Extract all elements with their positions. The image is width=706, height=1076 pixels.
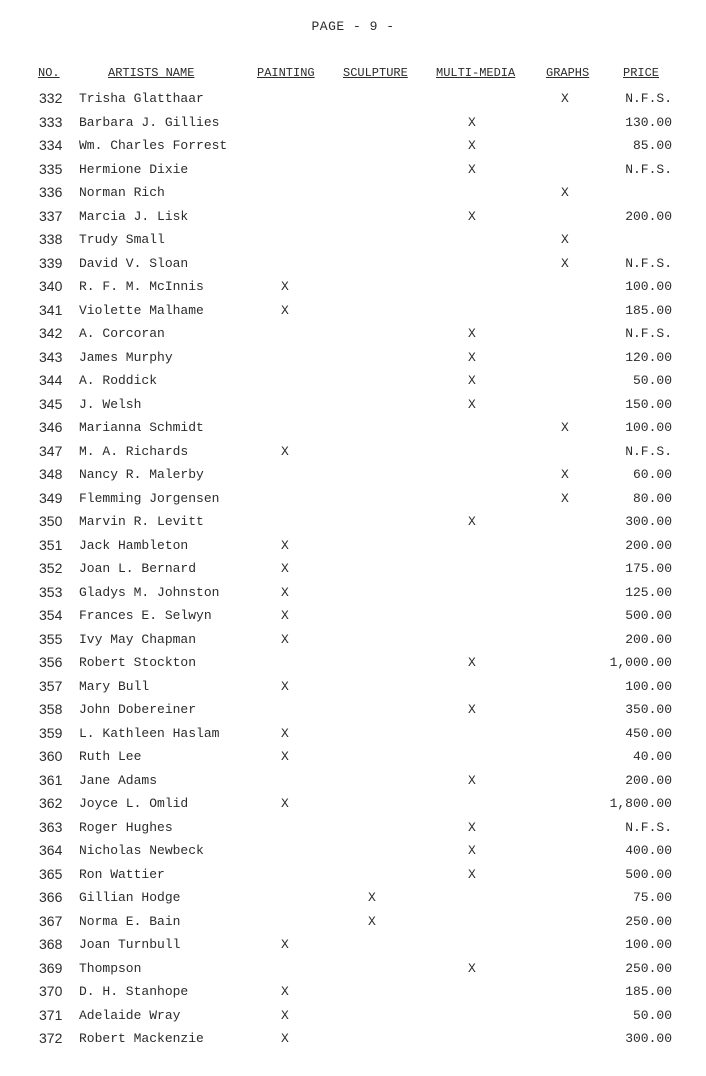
cell-no: 348 xyxy=(39,466,63,482)
cell-price: 80.00 xyxy=(632,490,672,506)
cell-artist-name: Thompson xyxy=(79,960,142,976)
cell-no: 332 xyxy=(39,90,63,106)
cell-price: 100.00 xyxy=(625,279,672,294)
cell-artist-name: A. Corcoran xyxy=(79,326,165,341)
cell-no: 369 xyxy=(39,959,63,976)
table-row xyxy=(0,441,706,465)
table-row xyxy=(0,1005,706,1029)
table-row xyxy=(0,605,706,629)
table-row xyxy=(0,958,706,982)
cell-no: 365 xyxy=(39,865,63,882)
cell-artist-name: M. A. Richards xyxy=(79,443,189,459)
header-no: NO. xyxy=(38,66,60,80)
table-row xyxy=(0,135,706,159)
table-row xyxy=(0,276,706,300)
cell-artist-name: Frances E. Selwyn xyxy=(79,608,212,623)
cell-price: 250.00 xyxy=(625,913,672,929)
cell-price: 1,800.00 xyxy=(609,796,672,811)
cell-multi-media: X xyxy=(468,866,476,882)
table-row xyxy=(0,347,706,371)
cell-no: 334 xyxy=(39,137,63,153)
cell-artist-name: Barbara J. Gillies xyxy=(79,114,220,130)
cell-no: 358 xyxy=(39,701,63,717)
cell-painting: X xyxy=(281,1031,289,1046)
cell-artist-name: Trudy Small xyxy=(79,232,165,247)
cell-no: 335 xyxy=(39,160,63,177)
cell-price: 85.00 xyxy=(632,138,672,153)
cell-price: 1,000.00 xyxy=(609,655,672,670)
cell-artist-name: Marvin R. Levitt xyxy=(79,514,204,529)
cell-painting: X xyxy=(281,302,289,318)
cell-no: 359 xyxy=(39,724,63,741)
cell-artist-name: R. F. M. McInnis xyxy=(79,279,204,294)
cell-price: 40.00 xyxy=(632,749,672,764)
table-row xyxy=(0,676,706,700)
cell-price: 50.00 xyxy=(632,373,672,388)
cell-multi-media: X xyxy=(468,843,476,858)
cell-price: 400.00 xyxy=(625,843,672,858)
cell-painting: X xyxy=(281,584,289,600)
cell-artist-name: Hermione Dixie xyxy=(79,161,189,177)
cell-price: 100.00 xyxy=(625,937,672,952)
cell-artist-name: A. Roddick xyxy=(79,373,158,388)
page-title: PAGE - 9 - xyxy=(311,19,395,34)
cell-price: N.F.S. xyxy=(625,161,672,177)
table-row xyxy=(0,582,706,606)
cell-artist-name: Mary Bull xyxy=(79,678,150,694)
cell-no: 352 xyxy=(39,560,63,576)
cell-price: 150.00 xyxy=(625,396,672,412)
cell-artist-name: James Murphy xyxy=(79,349,173,365)
cell-painting: X xyxy=(281,796,289,811)
cell-multi-media: X xyxy=(468,161,476,177)
cell-artist-name: Roger Hughes xyxy=(79,819,173,835)
cell-price: N.F.S. xyxy=(625,443,672,459)
cell-no: 354 xyxy=(39,607,63,623)
cell-no: 350 xyxy=(39,513,63,529)
table-row xyxy=(0,840,706,864)
cell-no: 367 xyxy=(39,912,63,929)
cell-no: 333 xyxy=(39,113,63,130)
cell-price: 500.00 xyxy=(625,608,672,623)
table-row xyxy=(0,770,706,794)
cell-painting: X xyxy=(281,631,289,647)
cell-price: 200.00 xyxy=(625,537,672,553)
cell-graphs: X xyxy=(561,232,569,247)
cell-artist-name: Violette Malhame xyxy=(79,302,204,318)
table-row xyxy=(0,817,706,841)
cell-price: 185.00 xyxy=(625,984,672,999)
table-row xyxy=(0,370,706,394)
header-sculpture: SCULPTURE xyxy=(343,66,408,80)
cell-price: 120.00 xyxy=(625,349,672,365)
cell-multi-media: X xyxy=(468,655,476,670)
cell-price: 200.00 xyxy=(625,772,672,788)
cell-painting: X xyxy=(281,561,289,576)
cell-artist-name: Robert Stockton xyxy=(79,655,197,670)
cell-painting: X xyxy=(281,678,289,694)
cell-no: 360 xyxy=(39,748,63,764)
cell-price: 300.00 xyxy=(625,1031,672,1046)
cell-multi-media: X xyxy=(468,819,476,835)
cell-graphs: X xyxy=(561,467,569,482)
cell-artist-name: Trisha Glatthaar xyxy=(79,91,204,106)
cell-price: 450.00 xyxy=(625,725,672,741)
cell-price: 200.00 xyxy=(625,208,672,224)
cell-multi-media: X xyxy=(468,326,476,341)
cell-artist-name: Joan Turnbull xyxy=(79,937,181,952)
cell-artist-name: Adelaide Wray xyxy=(79,1007,181,1023)
cell-price: 500.00 xyxy=(625,866,672,882)
cell-no: 339 xyxy=(39,254,63,271)
cell-artist-name: Jane Adams xyxy=(79,772,158,788)
cell-no: 336 xyxy=(39,184,63,200)
table-row xyxy=(0,417,706,441)
cell-price: 350.00 xyxy=(625,702,672,717)
table-row xyxy=(0,911,706,935)
table-row xyxy=(0,182,706,206)
cell-multi-media: X xyxy=(468,138,476,153)
cell-painting: X xyxy=(281,1007,289,1023)
cell-artist-name: Robert Mackenzie xyxy=(79,1031,204,1046)
table-row xyxy=(0,652,706,676)
cell-multi-media: X xyxy=(468,396,476,412)
cell-no: 341 xyxy=(39,301,63,318)
cell-graphs: X xyxy=(561,490,569,506)
cell-no: 364 xyxy=(39,842,63,858)
table-header xyxy=(0,66,706,84)
table-row xyxy=(0,300,706,324)
cell-artist-name: Ron Wattier xyxy=(79,866,165,882)
cell-price: N.F.S. xyxy=(625,819,672,835)
cell-multi-media: X xyxy=(468,349,476,365)
cell-painting: X xyxy=(281,443,289,459)
cell-multi-media: X xyxy=(468,114,476,130)
table-row xyxy=(0,699,706,723)
cell-painting: X xyxy=(281,537,289,553)
cell-no: 351 xyxy=(39,536,63,553)
cell-price: 130.00 xyxy=(625,114,672,130)
cell-price: N.F.S. xyxy=(625,91,672,106)
table-row xyxy=(0,488,706,512)
cell-price: 200.00 xyxy=(625,631,672,647)
cell-multi-media: X xyxy=(468,960,476,976)
cell-no: 345 xyxy=(39,395,63,412)
cell-no: 346 xyxy=(39,419,63,435)
cell-price: 75.00 xyxy=(632,890,672,905)
table-row xyxy=(0,723,706,747)
cell-price: 300.00 xyxy=(625,514,672,529)
cell-artist-name: John Dobereiner xyxy=(79,702,197,717)
cell-no: 370 xyxy=(39,983,63,999)
cell-price: N.F.S. xyxy=(625,326,672,341)
table-row xyxy=(0,629,706,653)
cell-artist-name: David V. Sloan xyxy=(79,255,189,271)
cell-multi-media: X xyxy=(468,373,476,388)
cell-graphs: X xyxy=(561,185,569,200)
cell-graphs: X xyxy=(561,91,569,106)
table-row xyxy=(0,558,706,582)
cell-artist-name: Gillian Hodge xyxy=(79,890,181,905)
cell-no: 371 xyxy=(39,1006,63,1023)
cell-painting: X xyxy=(281,937,289,952)
cell-price: 100.00 xyxy=(625,420,672,435)
artist-table xyxy=(0,88,706,1052)
cell-artist-name: Ivy May Chapman xyxy=(79,631,197,647)
cell-no: 363 xyxy=(39,818,63,835)
cell-no: 337 xyxy=(39,207,63,224)
cell-no: 372 xyxy=(39,1030,63,1046)
table-row xyxy=(0,746,706,770)
cell-price: 100.00 xyxy=(625,678,672,694)
cell-painting: X xyxy=(281,984,289,999)
cell-no: 362 xyxy=(39,795,63,811)
cell-price: 50.00 xyxy=(632,1007,672,1023)
table-row xyxy=(0,112,706,136)
table-row xyxy=(0,159,706,183)
table-row xyxy=(0,864,706,888)
cell-no: 366 xyxy=(39,889,63,905)
cell-price: 125.00 xyxy=(625,584,672,600)
cell-sculpture: X xyxy=(368,913,376,929)
table-row xyxy=(0,934,706,958)
header-price: PRICE xyxy=(623,66,660,80)
cell-sculpture: X xyxy=(368,890,376,905)
cell-artist-name: Marianna Schmidt xyxy=(79,420,204,435)
table-row xyxy=(0,253,706,277)
header-artist-name: ARTISTS NAME xyxy=(108,66,195,80)
cell-multi-media: X xyxy=(468,772,476,788)
cell-graphs: X xyxy=(561,420,569,435)
cell-no: 355 xyxy=(39,630,63,647)
cell-painting: X xyxy=(281,279,289,294)
cell-multi-media: X xyxy=(468,208,476,224)
table-row xyxy=(0,88,706,112)
table-row xyxy=(0,323,706,347)
cell-no: 340 xyxy=(39,278,63,294)
cell-no: 349 xyxy=(39,489,63,506)
cell-no: 361 xyxy=(39,771,63,788)
cell-artist-name: Marcia J. Lisk xyxy=(79,208,189,224)
cell-painting: X xyxy=(281,608,289,623)
cell-artist-name: Jack Hambleton xyxy=(79,537,189,553)
cell-artist-name: J. Welsh xyxy=(79,396,142,412)
cell-price: 185.00 xyxy=(625,302,672,318)
table-row xyxy=(0,887,706,911)
cell-no: 353 xyxy=(39,583,63,600)
cell-artist-name: Nancy R. Malerby xyxy=(79,467,204,482)
cell-artist-name: Norma E. Bain xyxy=(79,913,181,929)
header-painting: PAINTING xyxy=(257,66,315,80)
cell-multi-media: X xyxy=(468,702,476,717)
table-row xyxy=(0,206,706,230)
header-graphs: GRAPHS xyxy=(546,66,590,80)
cell-no: 344 xyxy=(39,372,63,388)
table-row xyxy=(0,793,706,817)
cell-price: 250.00 xyxy=(625,960,672,976)
cell-no: 343 xyxy=(39,348,63,365)
cell-no: 338 xyxy=(39,231,63,247)
table-row xyxy=(0,981,706,1005)
cell-no: 342 xyxy=(39,325,63,341)
cell-artist-name: Joan L. Bernard xyxy=(79,561,197,576)
table-row xyxy=(0,464,706,488)
cell-artist-name: Gladys M. Johnston xyxy=(79,584,220,600)
table-row xyxy=(0,535,706,559)
cell-painting: X xyxy=(281,749,289,764)
cell-price: 175.00 xyxy=(625,561,672,576)
cell-artist-name: L. Kathleen Haslam xyxy=(79,725,220,741)
table-row xyxy=(0,1028,706,1052)
cell-artist-name: Norman Rich xyxy=(79,185,165,200)
cell-price: 60.00 xyxy=(632,467,672,482)
cell-artist-name: D. H. Stanhope xyxy=(79,984,189,999)
table-row xyxy=(0,394,706,418)
header-multi-media: MULTI-MEDIA xyxy=(436,66,516,80)
cell-price: N.F.S. xyxy=(625,255,672,271)
cell-artist-name: Joyce L. Omlid xyxy=(79,796,189,811)
cell-artist-name: Ruth Lee xyxy=(79,749,142,764)
cell-graphs: X xyxy=(561,255,569,271)
cell-multi-media: X xyxy=(468,514,476,529)
cell-no: 368 xyxy=(39,936,63,952)
cell-artist-name: Wm. Charles Forrest xyxy=(79,138,228,153)
cell-no: 356 xyxy=(39,654,63,670)
table-row xyxy=(0,511,706,535)
table-row xyxy=(0,229,706,253)
cell-painting: X xyxy=(281,725,289,741)
cell-no: 357 xyxy=(39,677,63,694)
cell-artist-name: Nicholas Newbeck xyxy=(79,843,204,858)
cell-artist-name: Flemming Jorgensen xyxy=(79,490,220,506)
cell-no: 347 xyxy=(39,442,63,459)
